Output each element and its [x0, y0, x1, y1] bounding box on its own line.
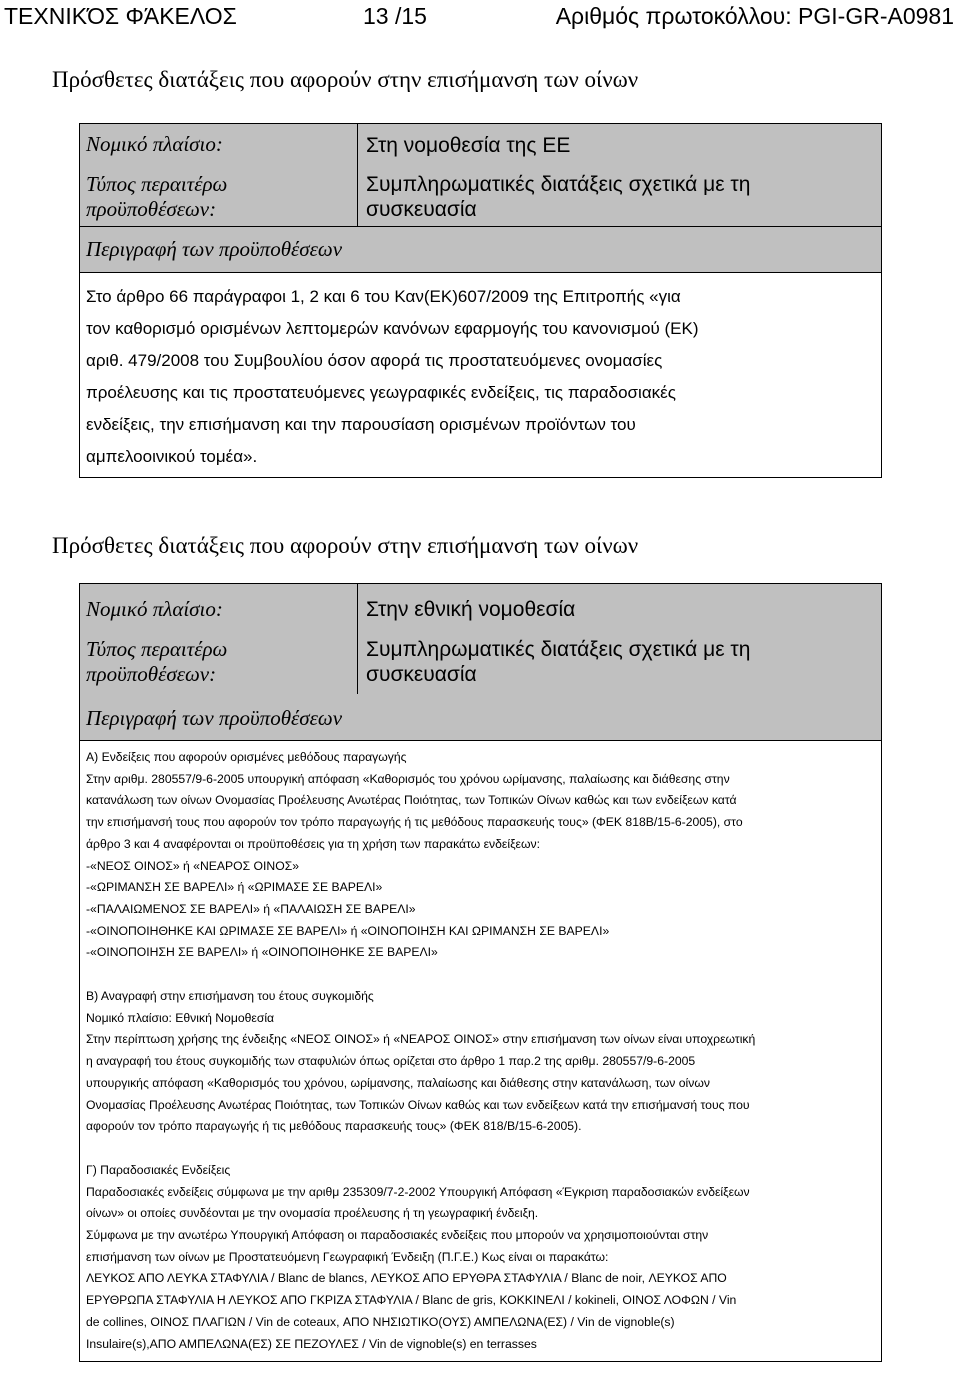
page-number: 13 /15: [363, 3, 427, 29]
protocol-number: Αριθμός πρωτοκόλλου: PGI-GR-A0981: [555, 3, 954, 29]
legal-framework-value: Στη νομοθεσία της ΕΕ: [366, 134, 571, 157]
legal-framework-value: Στην εθνική νομοθεσία: [366, 598, 576, 621]
description-label: Περιγραφή των προϋποθέσεων: [80, 226, 881, 272]
block-a: Α) Ενδείξεις που αφορούν ορισμένες μεθόδους παραγωγής Στην αριθμ. 280557/9-6-2005 υπουργική απόφαση «Καθορισμός του χρόνου ωρίμανσης, παλαίωσης και διάθεσης στην κατανάλωση των οίνων Ονομασίας Προέλευσης Ανωτέρας Ποιότητας, των Τοπικών Οίνων καθώς και των ενδείξεων κατά την επισήμανσή τους που αφορούν τον τρόπο παραγωγής ή τις μεθόδους παρασκευής τους» (ΦΕΚ 818Β/15-6-2005), στο άρθρο 3 και 4 αναφέρονται οι προϋποθέσεις για τη χρήση των παρακάτω ενδείξεων: -«ΝΕΟΣ ΟΙΝΟΣ» ή «ΝΕΑΡΟΣ ΟΙΝΟΣ» -«ΩΡΙΜΑΝΣΗ ΣΕ ΒΑΡΕΛΙ» ή «ΩΡΙΜΑΣΕ ΣΕ ΒΑΡΕΛΙ» -«ΠΑΛΑΙΩΜΕΝΟΣ ΣΕ ΒΑΡΕΛΙ» ή «ΠΑΛΑΙΩΣΗ ΣΕ ΒΑΡΕΛΙ» -«ΟΙΝΟΠΟΙΗΘΗΚΕ ΚΑΙ ΩΡΙΜΑΣΕ ΣΕ ΒΑΡΕΛΙ» ή «ΟΙΝΟΠΟΙΗΣΗ ΚΑΙ ΩΡΙΜΑΝΣΗ ΣΕ ΒΑΡΕΛΙ» -«ΟΙΝΟΠΟΙΗΣΗ ΣΕ ΒΑΡΕΛΙ» ή «ΟΙΝΟΠΟΙΗΘΗΚΕ ΣΕ ΒΑΡΕΛΙ»: [86, 750, 743, 960]
condition-type-value: Συμπληρωματικές διατάξεις σχετικά με τη συσκευασία: [366, 638, 751, 686]
eu-provisions-box: [79, 123, 882, 478]
description-text: [80, 740, 881, 1361]
description-text: Στο άρθρο 66 παράγραφοι 1, 2 και 6 του Καν(ΕΚ)607/2009 της Επιτροπής «για τον καθορισμό ορισμένων λεπτομερών κανόνων εφαρμογής του κανονισμού (ΕΚ) αριθ. 479/2008 του Συμβουλίου όσον αφορά τις προστατευόμενες ονομασίες προέλευσης και τις προστατευόμενες γεωγραφικές ενδείξεις, τις παραδοσιακές ενδείξεις, την επισήμανση και την παρουσίαση ορισμένων προϊόντων του αμπελοοινικού τομέα».: [80, 272, 881, 477]
section-title: Πρόσθετες διατάξεις που αφορούν στην επισήμανση των οίνων: [52, 533, 639, 558]
condition-type-label: Τύπος περαιτέρω προϋποθέσεων:: [80, 634, 358, 694]
dossier-title: ΤΕΧΝΙΚΌΣ ΦΆΚΕΛΟΣ: [4, 3, 237, 29]
legal-framework-label: Νομικό πλαίσιο:: [80, 584, 358, 634]
block-c: Γ) Παραδοσιακές Ενδείξεις Παραδοσιακές ενδείξεις σύμφωνα με την αριθμ 235309/7-2-2002 Υπουργική Απόφαση «Έγκριση παραδοσιακών ενδείξεων οίνων» οι οποίες συνδέονται με την ονομασία προέλευσης ή τη γεωγραφική ένδειξη. Σύμφωνα με την ανωτέρω Υπουργική Απόφαση οι παραδοσιακές ενδείξεις που μπορούν να χρησιμοποιούνται στην επισήμανση των οίνων με Προστατευόμενη Γεωγραφική Ένδειξη (Π.Γ.Ε.) Κως είναι οι παρακάτω: ΛΕΥΚΟΣ ΑΠΟ ΛΕΥΚΑ ΣΤΑΦΥΛΙΑ / Blanc de blancs, ΛΕΥΚΟΣ ΑΠΟ ΕΡΥΘΡΑ ΣΤΑΦΥΛΙΑ / Blanc de noir, ΛΕΥΚΟΣ ΑΠΟ ΕΡΥΘΡΩΠΑ ΣΤΑΦΥΛΙΑ Η ΛΕΥΚΟΣ ΑΠΟ ΓΚΡΙΖΑ ΣΤΑΦΥΛΙΑ / Blanc de gris, ΚΟΚΚΙΝΕΛΙ / kokineli, ΟΙΝΟΣ ΛΟΦΩΝ / Vin de collines, ΟΙΝΟΣ ΠΛΑΓΙΩΝ / Vin de coteaux, ΑΠΟ ΝΗΣΙΩΤΙΚΟ(ΟΥΣ) ΑΜΠΕΛΩΝΑ(ΕΣ) / Vin de vignoble(s) Insulaire(s),ΑΠΟ ΑΜΠΕΛΩΝΑ(ΕΣ) ΣΕ ΠΕΖΟΥΛΕΣ / Vin de vignoble(s) en terrasses: [86, 1162, 750, 1351]
legal-framework-label: Νομικό πλαίσιο:: [80, 124, 358, 166]
section-title: Πρόσθετες διατάξεις που αφορούν στην επισήμανση των οίνων: [52, 67, 639, 92]
condition-type-value: Συμπληρωματικές διατάξεις σχετικά με τη συσκευασία: [366, 173, 751, 221]
description-label: Περιγραφή των προϋποθέσεων: [86, 706, 343, 730]
box-header: [80, 584, 881, 740]
condition-type-label: Τύπος περαιτέρω προϋποθέσεων:: [80, 166, 358, 226]
box-header: [80, 124, 881, 272]
page-header: [0, 0, 960, 34]
national-provisions-box: [79, 583, 882, 1362]
block-b: Β) Αναγραφή στην επισήμανση του έτους συγκομιδής Νομικό πλαίσιο: Εθνική Νομοθεσία Στην περίπτωση χρήσης της ένδειξης «ΝΕΟΣ ΟΙΝΟΣ» ή «ΝΕΑΡΟΣ ΟΙΝΟΣ» στην επισήμανση των οίνων είναι υποχρεωτική η αναγραφή του έτους συγκομιδής των σταφυλιών όπως ορίζεται στο άρθρο 1 παρ.2 της αριθμ. 280557/9-6-2005 υπουργικής απόφαση «Καθορισμός του χρόνου, ωρίμανσης, παλαίωσης και διάθεσης στην κατανάλωση, των οίνων Ονομασίας Προέλευσης Ανωτέρας Ποιότητας, των Τοπικών Οίνων καθώς και των ενδείξεων κατά την επισήμανσή τους που αφορούν τον τρόπο παραγωγής ή τις μεθόδους παρασκευής τους» (ΦΕΚ 818/Β/15-6-2005).: [86, 989, 756, 1134]
